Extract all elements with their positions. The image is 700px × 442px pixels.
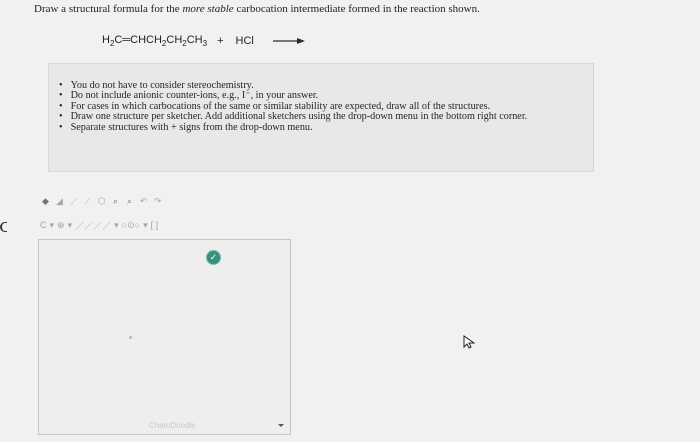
instructions-list (59, 81, 527, 133)
dropdown-caret-icon[interactable]: ▾ (67, 219, 73, 230)
charge-button[interactable]: ⊕ (57, 219, 65, 230)
reagent: HCl (235, 35, 254, 47)
edge-bracket (0, 222, 7, 232)
reaction-arrow-icon (273, 37, 305, 45)
instruction-item: • For cases in which carbocations of the same or similar stability are expected, draw all of the structures. (59, 102, 527, 112)
chain-icon[interactable]: ∕ (86, 196, 89, 206)
reactant-formula: $H_2C═CHCH_2CH_2CH_3$ (102, 34, 208, 48)
dropdown-caret-icon[interactable]: ▾ (49, 219, 55, 230)
bracket-tool[interactable]: [ ] (150, 220, 159, 230)
select-icon[interactable]: ◆ (42, 195, 49, 206)
caret-down-icon (278, 424, 284, 427)
sketcher-toolbar-top (40, 195, 163, 207)
element-selector[interactable]: C (40, 220, 47, 230)
reaction-equation (102, 33, 305, 49)
sketcher-toolbar-bottom (40, 219, 158, 231)
instruction-item: • Do not include anionic counter-ions, e.g., I⁻, in your answer. (59, 91, 527, 101)
sketcher-options-dropdown[interactable] (149, 416, 289, 434)
status-check-icon: ✓ (206, 250, 221, 265)
bond-icon[interactable]: ／ (68, 196, 78, 207)
ring-tools[interactable]: ○⊙○ (121, 219, 141, 230)
redo-icon[interactable]: ↷ (153, 195, 162, 206)
plus-sign: + (217, 35, 224, 47)
undo-icon[interactable]: ↶ (139, 195, 148, 206)
instructions-box (48, 63, 594, 172)
canvas-dot (129, 336, 132, 339)
instruction-item: • Separate structures with + signs from the drop-down menu. (59, 123, 527, 133)
zoom-in-icon[interactable]: ⌕ (112, 195, 119, 206)
question-text: Draw a structural formula for the more stable carbocation intermediate formed in the reaction shown. (34, 3, 480, 15)
dropdown-caret-icon[interactable]: ▾ (114, 219, 119, 230)
instruction-item: • Draw one structure per sketcher. Add additional sketchers using the drop-down menu in the bottom right corner. (59, 112, 527, 122)
chemdoodle-label: ChemDoodle (149, 420, 196, 430)
sketcher-canvas[interactable] (38, 239, 291, 435)
mouse-cursor-icon (463, 335, 475, 349)
ring-icon[interactable]: ⬡ (97, 195, 106, 206)
bond-tools[interactable]: ／／／／ (75, 220, 112, 231)
instruction-item: • You do not have to consider stereochemistry. (59, 81, 527, 91)
erase-icon[interactable]: ◢ (56, 195, 63, 206)
zoom-out-icon[interactable]: ⌕ (126, 195, 133, 206)
dropdown-caret-icon[interactable]: ▾ (143, 219, 148, 230)
